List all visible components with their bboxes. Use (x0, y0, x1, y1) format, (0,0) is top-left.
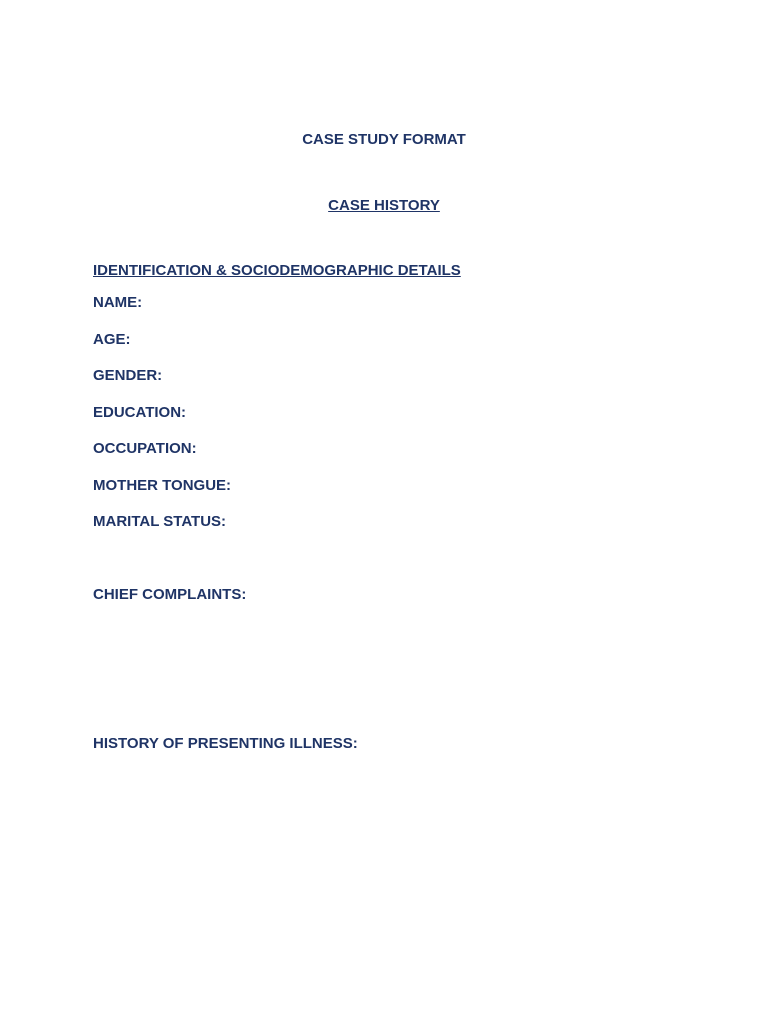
field-occupation-label: OCCUPATION: (93, 440, 197, 457)
field-education-label: EDUCATION: (93, 404, 187, 421)
field-marital-status-label: MARITAL STATUS: (93, 513, 227, 530)
field-gender-label: GENDER: (93, 367, 163, 384)
document-subtitle: CASE HISTORY (328, 197, 440, 214)
field-mother-tongue-label: MOTHER TONGUE: (93, 477, 232, 494)
document-title: CASE STUDY FORMAT (302, 131, 466, 148)
history-presenting-illness-heading: HISTORY OF PRESENTING ILLNESS: (93, 735, 358, 752)
section-heading: IDENTIFICATION & SOCIODEMOGRAPHIC DETAILS (93, 262, 461, 279)
field-age-label: AGE: (93, 331, 131, 348)
chief-complaints-heading: CHIEF COMPLAINTS: (93, 586, 247, 603)
field-name-label: NAME: (93, 294, 143, 311)
